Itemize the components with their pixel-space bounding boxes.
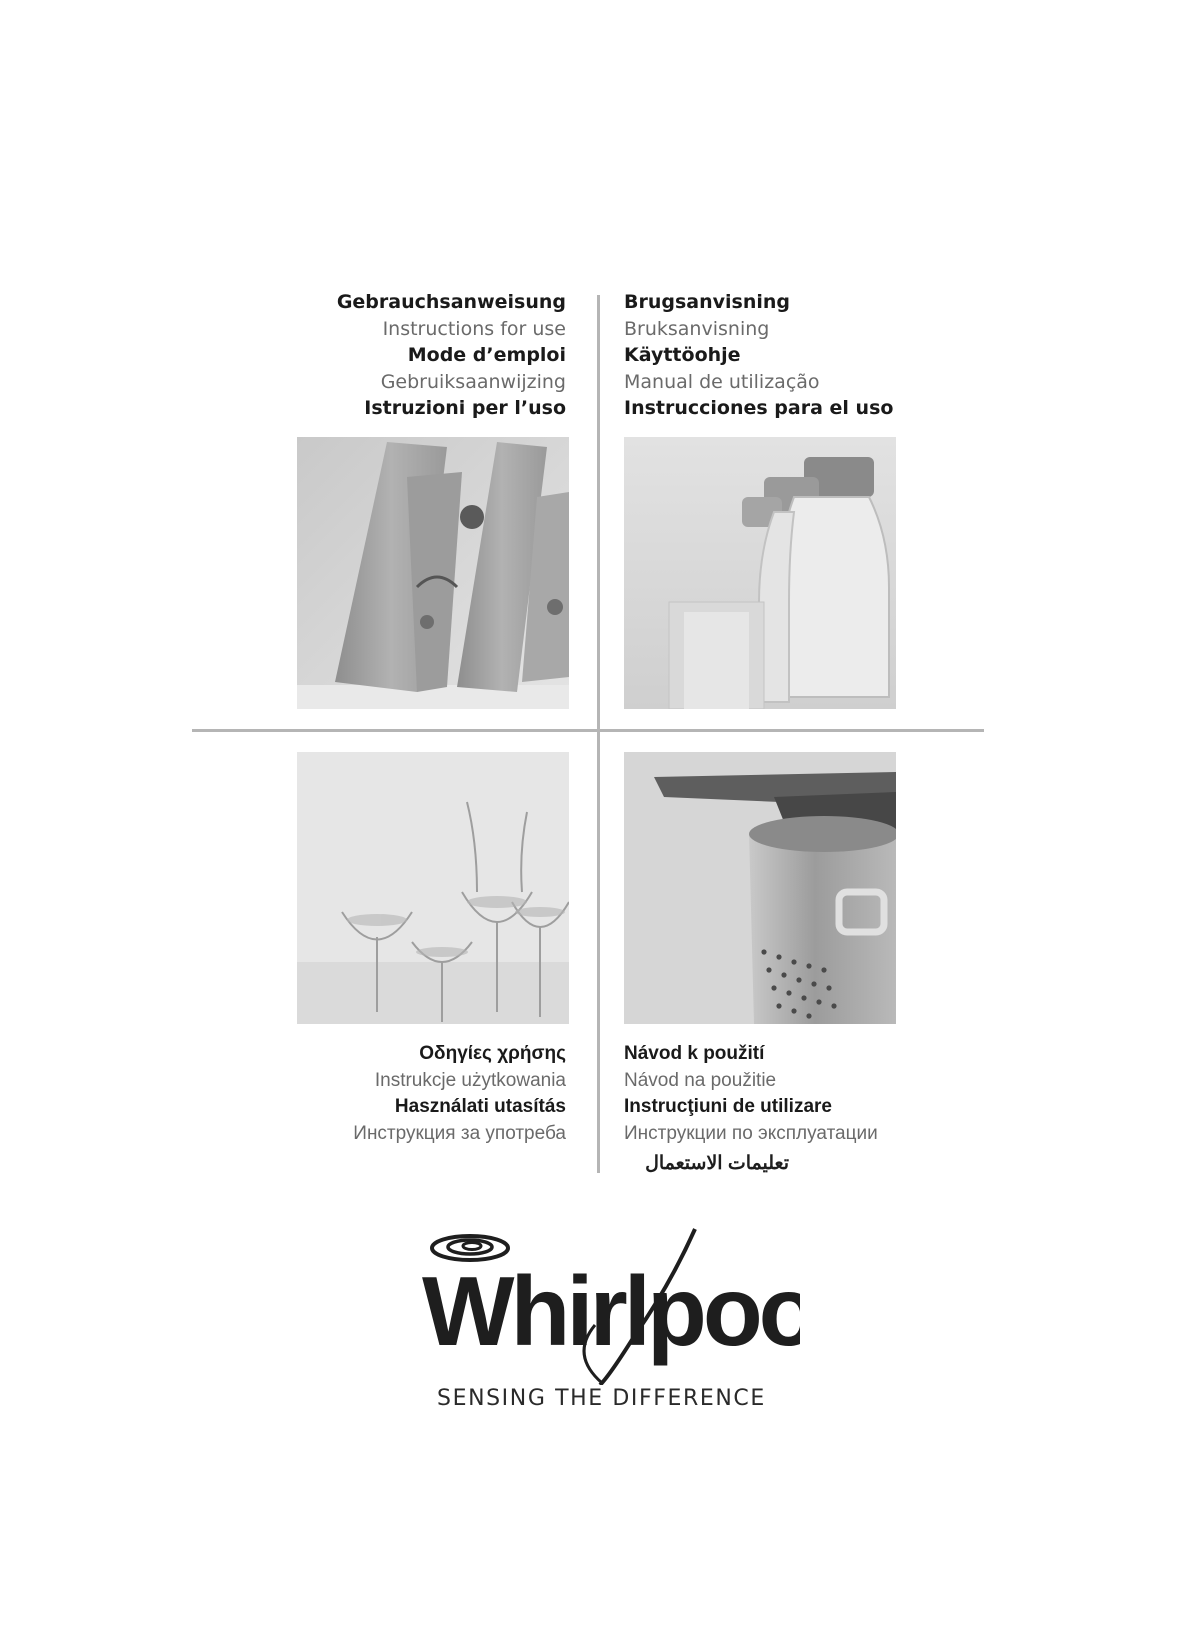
title-ru: Инструкции по эксплуатации [624, 1122, 878, 1144]
clothespins-photo [297, 437, 569, 709]
title-no: Bruksanvisning [624, 317, 770, 340]
title-nl: Gebruiksaanwijzing [380, 370, 566, 393]
titles-top-right [624, 289, 893, 422]
whirlpool-logo [420, 1225, 800, 1385]
vertical-divider-bottom [597, 732, 600, 1173]
cooking-pot-photo [624, 752, 896, 1024]
title-it: Istruzioni per l’uso [364, 397, 566, 419]
titles-top-left [337, 289, 566, 422]
title-es: Instrucciones para el uso [624, 397, 894, 419]
title-cs: Návod k použití [624, 1043, 765, 1064]
title-da: Brugsanvisning [624, 291, 791, 313]
title-de: Gebrauchsanweisung [336, 291, 566, 313]
title-fi: Käyttöohje [624, 344, 741, 366]
whirlpool-wordmark: Whirlpool [422, 1256, 800, 1366]
brand-tagline: SENSING THE DIFFERENCE [437, 1386, 766, 1411]
vertical-divider-top [597, 295, 600, 729]
title-ro: Instrucţiuni de utilizare [624, 1096, 832, 1117]
title-fr: Mode d’emploi [407, 344, 566, 366]
glass-bottles-image [624, 437, 896, 709]
title-el: Οδηγίες χρήσης [419, 1043, 566, 1064]
titles-bottom-right [624, 1041, 878, 1181]
title-pt: Manual de utilização [624, 370, 820, 393]
title-bg: Инструкция за употреба [353, 1122, 566, 1144]
wine-glasses-photo [297, 752, 569, 1024]
whirlpool-logo-mark [420, 1225, 800, 1385]
title-hu: Használati utasítás [394, 1096, 566, 1117]
title-en: Instructions for use [382, 317, 566, 340]
title-sk: Návod na použitie [624, 1069, 777, 1091]
clothespins-image [297, 437, 569, 709]
title-pl: Instrukcje użytkowania [374, 1069, 566, 1091]
titles-bottom-left [353, 1041, 566, 1147]
glass-bottles-photo [624, 437, 896, 709]
horizontal-divider [192, 729, 984, 732]
title-ar: تعليمات الاستعمال [645, 1153, 789, 1174]
cooking-pot-image [624, 752, 896, 1024]
wine-glasses-image [297, 752, 569, 1024]
